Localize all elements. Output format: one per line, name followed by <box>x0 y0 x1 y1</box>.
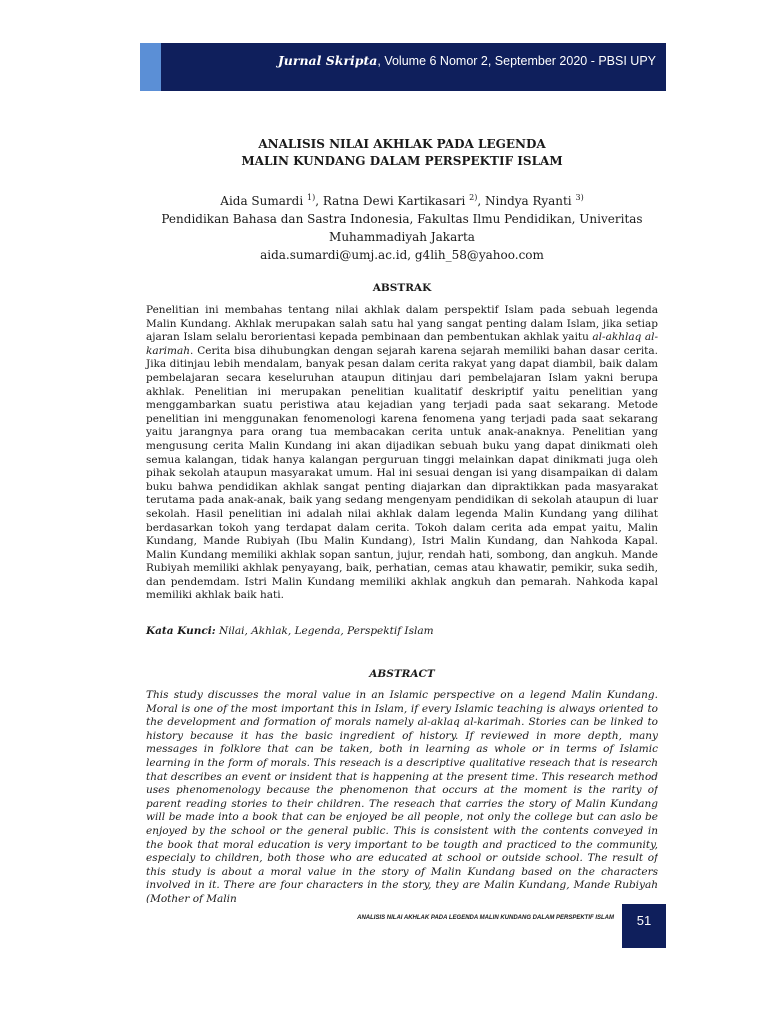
author-2-mark: 2) <box>469 193 478 202</box>
affiliation-line-2: Muhammadiyah Jakarta <box>329 230 475 244</box>
author-3-mark: 3) <box>575 193 584 202</box>
journal-name: Jurnal Skripta <box>277 53 378 68</box>
author-1: Aida Sumardi <box>220 194 304 208</box>
author-emails: aida.sumardi@umj.ac.id, g4lih_58@yahoo.com <box>260 248 544 262</box>
abstrak-text-italic-term: al-akhlaq al-karimah <box>146 331 658 357</box>
paper-title <box>146 136 658 170</box>
paper-title-line-1: ANALISIS NILAI AKHLAK PADA LEGENDA <box>258 137 546 151</box>
header-accent-stripe <box>140 43 161 91</box>
keywords <box>146 625 658 637</box>
abstrak-text <box>146 304 658 603</box>
abstract-text: This study discusses the moral value in an Islamic perspective on a legend Malin Kundang. Moral is one of the most important this in Islam, if every Islamic teaching is always oriented to the development and formation of morals namely al-aklaq al-karimah. Stories can be linked to history because it has the basic ingredient of history. If reviewed in more depth, many messages in folklore that can be taken, both in learning as whole or in terms of Islamic learning in the form of morals. This reseach is a descriptive qualitative reseach that is research that describes an event or insident that is happening at the present time. This research method uses phenomenology because the phenomenon that occurs at the moment is the rarity of parent reading stories to their children. The reseach that carries the story of Malin Kundang will be made into a book that can be enjoyed be all people, not only the college but can aslo be enjoyed by the school or the general public. This is consistent with the contents conveyed in the book that moral education is very important to be tougth and practiced to the community, especialy to children, both those who are educated at school or outside school. The result of this study is about a moral value in the story of Malin Kundang based on the characters involved in it. There are four characters in the story, they are Malin Kundang, Mande Rubiyah (Mother of Malin <box>146 689 658 903</box>
keywords-value: Nilai, Akhlak, Legenda, Perspektif Islam <box>215 625 434 637</box>
running-title: ANALISIS NILAI AKHLAK PADA LEGENDA MALIN KUNDANG DALAM PERSPEKTIF ISLAM <box>357 915 614 921</box>
author-1-mark: 1) <box>307 193 316 202</box>
abstrak-heading: ABSTRAK <box>372 282 432 294</box>
keywords-label: Kata Kunci: <box>146 625 216 637</box>
author-block <box>146 189 658 264</box>
journal-header-bar <box>140 43 666 91</box>
journal-issue: , Volume 6 Nomor 2, September 2020 - PBSI UPY <box>377 54 656 68</box>
page-number: 51 <box>636 913 652 928</box>
affiliation-line-1: Pendidikan Bahasa dan Sastra Indonesia, Fakultas Ilmu Pendidikan, Univeritas <box>161 212 643 226</box>
abstrak-text-part-1: Penelitian ini membahas tentang nilai akhlak dalam perspektif Islam pada sebuah legenda Malin Kundang. Akhlak merupakan salah satu hal yang sangat penting dalam Islam, jika setiap ajaran Islam selalu berorientasi kepada pembinaan dan pembentukan akhlak yaitu <box>146 304 658 344</box>
journal-header-text <box>278 53 656 68</box>
author-3: , Nindya Ryanti <box>477 194 572 208</box>
author-2: , Ratna Dewi Kartikasari <box>315 194 466 208</box>
abstract-heading: ABSTRACT <box>369 668 435 680</box>
paper-title-line-2: MALIN KUNDANG DALAM PERSPEKTIF ISLAM <box>241 154 563 168</box>
abstrak-text-part-2: . Cerita bisa dihubungkan dengan sejarah karena sejarah memiliki bahan dasar cerita. Jika ditinjau lebih mendalam, banyak pesan dalam cerita rakyat yang dapat diambil, baik dalam pembelajaran secara keseluruhan ataupun ditinjau dari pembelajaran Islam yakni berupa akhlak. Penelitian ini merupakan penelitian kualitatif deskriptif yaitu penelitian yang menggambarkan suatu peristiwa atau kejadian yang terjadi pada saat sekarang. Metode penelitian ini menggunakan fenomenologi karena fenomena yang terjadi pada saat sekarang yaitu jarangnya para orang tua membacakan cerita untuk anak-anaknya. Penelitian yang mengusung cerita Malin Kundang ini akan dijadikan sebuah buku yang dapat dinikmati oleh semua kalangan, tidak hanya kalangan perguruan tinggi melainkan dapat dinikmati juga oleh pihak sekolah ataupun masyarakat umum. Hal ini sesuai dengan isi yang disampaikan di dalam buku bahwa pendidikan akhlak sangat penting diajarkan dan dipraktikkan pada masyarakat terutama pada anak-anak, baik yang sedang mengenyam pendidikan di sekolah ataupun di luar sekolah. Hasil penelitian ini adalah nilai akhlak dalam legenda Malin Kundang yang dilihat berdasarkan tokoh yang terdapat dalam cerita. Tokoh dalam cerita ada empat yaitu, Malin Kundang, Mande Rubiyah (Ibu Malin Kundang), Istri Malin Kundang, dan Nahkoda Kapal. Malin Kundang memiliki akhlak sopan santun, jujur, rendah hati, sombong, dan angkuh. Mande Rubiyah memiliki akhlak penyayang, baik, perhatian, cemas atau khawatir, pemikir, suka sedih, dan pendemdam. Istri Malin Kundang memiliki akhlak angkuh dan pemarah. Nahkoda kapal memiliki akhlak baik hati. <box>146 344 658 602</box>
page-number-box <box>622 904 666 948</box>
author-names <box>146 189 658 210</box>
